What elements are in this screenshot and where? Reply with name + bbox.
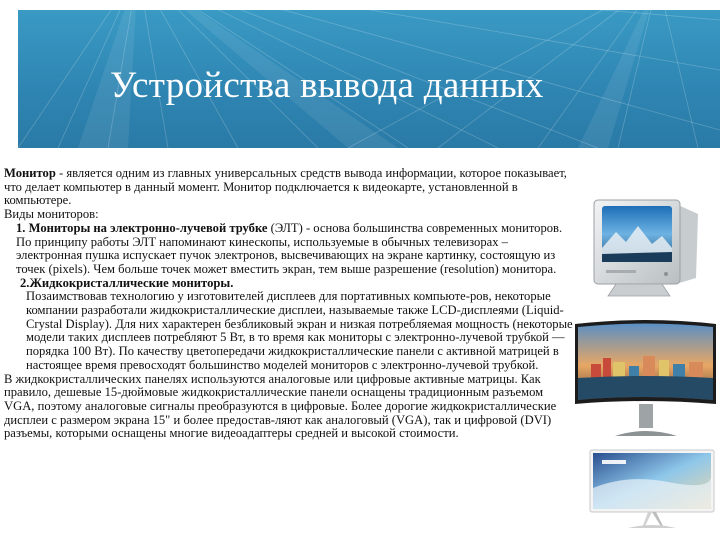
crt-text: (ЭЛТ) - основа большинства современных мониторов. По принципу работы ЭЛТ напоминают кинескопы, используемые в обычных телевизорах – электронная пушка испускает пучок электронов, высвечивающих на экране картинку, состоящую из точек (pixels). Чем больше точек может вместить экран, тем выше разрешение (resolution) монитора. [16,220,563,276]
body-text [4,167,576,441]
crt-paragraph [4,222,576,277]
curved-lcd-monitor-icon [573,318,718,443]
monitor-definition-text: - является одним из главных универсальных средств вывода информации, которое показывает, что делает компьютер в данный момент. Монитор подключается к видеокарте, установленной в компьютере. [4,166,567,208]
lcd-heading: 2.Жидкокристаллические мониторы. [20,275,234,290]
monitor-term: Монитор [4,166,56,180]
white-lcd-monitor-icon [588,448,716,530]
lcd-paragraph-2: В жидкокристаллических панелях используются аналоговые или цифровые активные матрицы. Как правило, дешевые 15-дюймовые жидкокристаллические панели оснащены традиционным разъемом VGA, поэтому аналоговые сигналы преобразуются в цифровые. Более дорогие жидкокристаллические дисплеи с размером экрана 15" и более предостав-ляют как аналоговый (VGA), так и цифровой (DVI) разъемы, которыми оснащены многие видеоадаптеры средней и высокой стоимости. [4,371,557,441]
crt-monitor-icon [592,196,702,304]
slide-title: Устройства вывода данных [110,65,544,106]
lcd-paragraph-1: Позаимствовав технологию у изготовителей дисплеев для портативных компьюте-ров, некоторые компании разработали жидкокристаллические дисплеи, называемые также LCD-дисплеями (Liquid-Crystal Display). Для них характерен безбликовый экран и низкая потребляемая мощность (некоторые модели таких дисплеев потребляют 5 Вт, в то время как мониторы с электронно-лучевой трубкой — порядка 100 Вт). По качеству цветопередачи жидкокристаллические панели с активной матрицей в настоящее время превосходят большинство моделей мониторов с электронно-лучевой трубкой. [26,289,573,372]
monitor-types-heading: Виды мониторов: [4,207,99,222]
monitor-definition-paragraph [4,167,576,208]
crt-heading: 1. Мониторы на электронно-лучевой трубке [16,220,268,235]
title-banner [18,10,720,148]
